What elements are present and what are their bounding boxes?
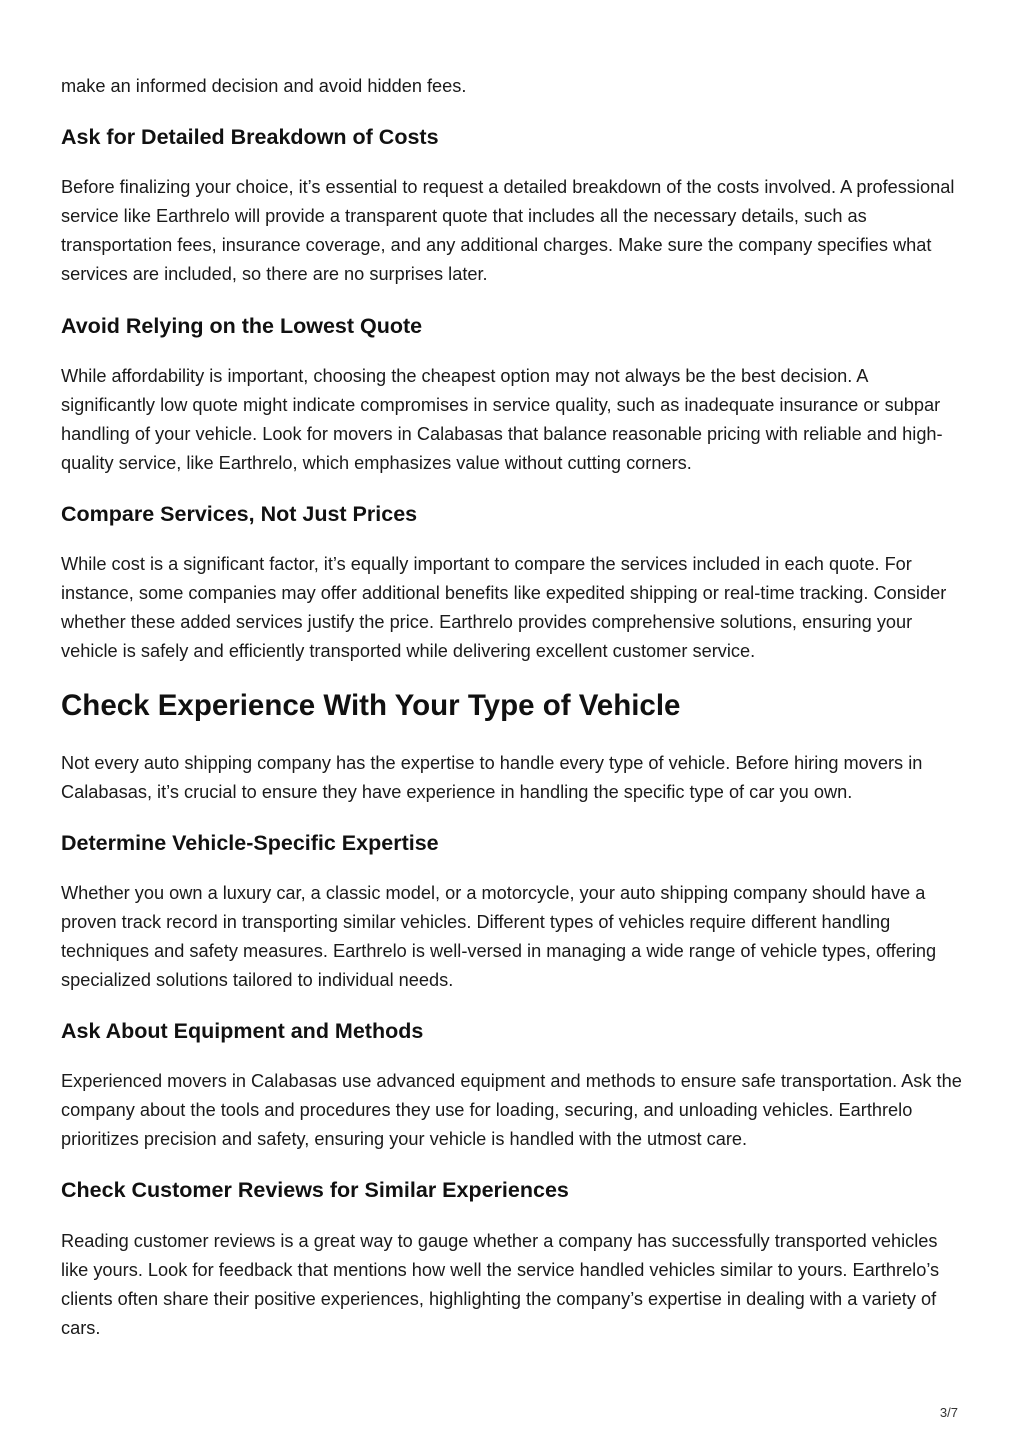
reviews-heading: Check Customer Reviews for Similar Experiences — [61, 1178, 569, 1202]
experience-heading: Check Experience With Your Type of Vehicle — [61, 689, 681, 722]
costs-paragraph: Before finalizing your choice, it’s essential to request a detailed breakdown of the costs involved. A professional service like Earthrelo will provide a transparent quote that includes all the necessary details, such as transportation fees, insurance coverage, and any additional charges. Make sure the company specifies what services are included, so there are no surprises later. — [61, 177, 955, 284]
costs-heading: Ask for Detailed Breakdown of Costs — [61, 125, 439, 149]
reviews-paragraph: Reading customer reviews is a great way to gauge whether a company has successfully transported vehicles like yours. Look for feedback that mentions how well the service handled vehicles similar to yours. Earthrelo’s clients often share their positive experiences, highlighting the company’s expertise in dealing with a variety of cars. — [61, 1231, 940, 1338]
expertise-heading: Determine Vehicle-Specific Expertise — [61, 831, 439, 855]
lowest-quote-heading: Avoid Relying on the Lowest Quote — [61, 314, 423, 338]
equipment-heading: Ask About Equipment and Methods — [61, 1019, 424, 1043]
lowest-quote-paragraph: While affordability is important, choosing the cheapest option may not always be the best decision. A significantly low quote might indicate compromises in service quality, such as inadequate insurance or subpar handling of your vehicle. Look for movers in Calabasas that balance reasonable pricing with reliable and high-quality service, like Earthrelo, which emphasizes value without cutting corners. — [61, 366, 943, 473]
expertise-paragraph: Whether you own a luxury car, a classic model, or a motorcycle, your auto shipping company should have a proven track record in transporting similar vehicles. Different types of vehicles require different handling techniques and safety measures. Earthrelo is well-versed in managing a wide range of vehicle types, offering specialized solutions tailored to individual needs. — [61, 883, 937, 990]
equipment-paragraph: Experienced movers in Calabasas use advanced equipment and methods to ensure safe transportation. Ask the company about the tools and procedures they use for loading, securing, and unloading vehicles. Earthrelo prioritizes precision and safety, ensuring your vehicle is handled with the utmost care. — [61, 1071, 962, 1149]
compare-heading: Compare Services, Not Just Prices — [61, 502, 418, 526]
compare-paragraph: While cost is a significant factor, it’s equally important to compare the services included in each quote. For instance, some companies may offer additional benefits like expedited shipping or real-time tracking. Consider whether these added services justify the price. Earthrelo provides comprehensive solutions, ensuring your vehicle is safely and efficiently transported while delivering excellent customer service. — [61, 554, 947, 661]
experience-paragraph: Not every auto shipping company has the expertise to handle every type of vehicle. Before hiring movers in Calabasas, it’s crucial to ensure they have experience in handling the specific type of car you own. — [61, 753, 923, 802]
intro-tail-paragraph: make an informed decision and avoid hidden fees. — [61, 76, 467, 96]
page-number: 3/7 — [939, 1405, 958, 1420]
